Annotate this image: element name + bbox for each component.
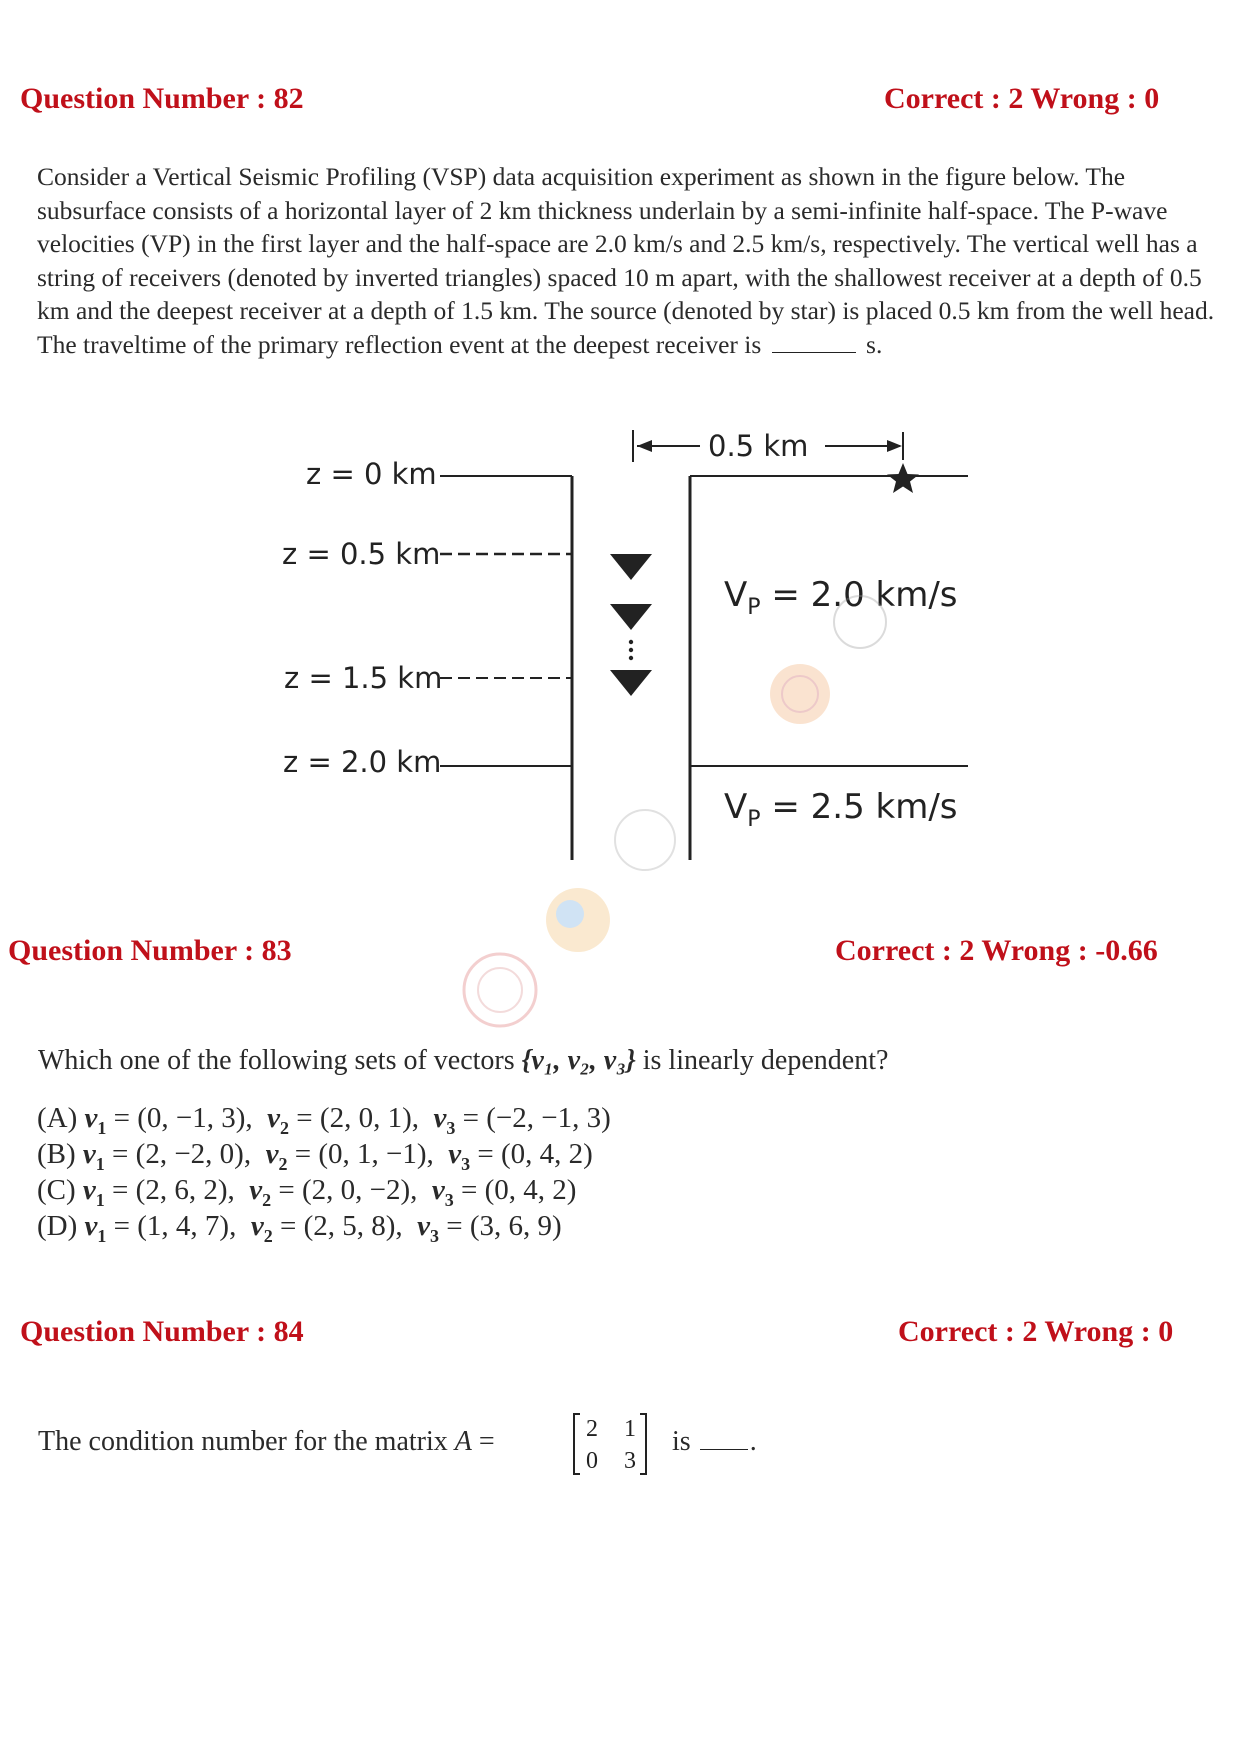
q84-is: is — [672, 1426, 691, 1457]
receiver-triangle-icon — [610, 670, 652, 696]
layer2-velocity: $V_P = 2.5$ km/s — [724, 787, 958, 832]
option-v2: (2, 0, −2), — [301, 1174, 418, 1206]
option-v1: (1, 4, 7), — [137, 1210, 237, 1242]
watermark-seal-icon — [460, 880, 660, 1050]
q83-marks: Correct : 2 Wrong : -0.66 — [835, 934, 1158, 967]
q83-option-a[interactable]: (A) $v_1 = (0$, −1, 3), $v_2 = (2$, 0, 1), $v_3 = (-2$, −1, 3) — [37, 1102, 611, 1138]
depth-label-1: z = 0.5 km — [282, 537, 441, 571]
q83-option-c[interactable]: (C) $v_1 = (2$, 6, 2), $v_2 = (2$, 0, −2), $v_3 = (0$, 4, 2) — [37, 1174, 577, 1210]
layer1-velocity: $V_P = 2.0$ km/s — [724, 575, 958, 620]
matrix-cell: 0 — [586, 1448, 598, 1474]
q84-equals: = — [471, 1426, 495, 1457]
q83-vector-set: {v₁, v₂, v₃} — [521, 1045, 636, 1076]
q84-stem-text: The condition number for the matrix — [38, 1426, 455, 1457]
q84-number: Question Number : 84 — [20, 1315, 304, 1348]
q84-stem-end — [672, 1425, 757, 1459]
vsp-figure — [0, 420, 1240, 880]
option-v3: (3, 6, 9) — [469, 1210, 562, 1242]
matrix-cell: 1 — [624, 1416, 636, 1442]
option-v3: (0, 4, 2) — [484, 1174, 577, 1206]
offset-label: 0.5 km — [708, 429, 809, 463]
option-label: (B) — [37, 1138, 76, 1170]
q84-stem — [38, 1425, 495, 1459]
q84-answer-blank — [700, 1431, 748, 1450]
q82-marks: Correct : 2 Wrong : 0 — [884, 82, 1160, 115]
q84-matrix-name: A — [454, 1426, 472, 1457]
q82-answer-blank — [772, 334, 856, 353]
q84-marks: Correct : 2 Wrong : 0 — [898, 1315, 1174, 1348]
source-star-icon — [887, 463, 919, 493]
q82-text-end: s. — [866, 329, 883, 359]
option-v1: (0, −1, 3), — [137, 1102, 253, 1134]
q83-option-d[interactable]: (D) $v_1 = (1$, 4, 7), $v_2 = (2$, 5, 8), $v_3 = (3$, 6, 9) — [37, 1210, 562, 1246]
option-v3: (−2, −1, 3) — [486, 1102, 611, 1134]
depth-label-3: z = 2.0 km — [283, 745, 442, 779]
receiver-triangle-icon — [610, 604, 652, 630]
option-label: (D) — [37, 1210, 78, 1242]
option-label: (A) — [37, 1102, 78, 1134]
q83-stem — [38, 1044, 888, 1078]
q82-question-text — [37, 160, 1222, 361]
depth-label-2: z = 1.5 km — [284, 661, 443, 695]
matrix-cell: 3 — [624, 1448, 636, 1474]
q83-stem-end: is linearly dependent? — [635, 1045, 889, 1076]
option-v2: (0, 1, −1), — [318, 1138, 434, 1170]
receiver-triangle-icon — [610, 554, 652, 580]
option-v3: (0, 4, 2) — [500, 1138, 593, 1170]
option-v1: (2, −2, 0), — [135, 1138, 252, 1170]
option-label: (C) — [37, 1174, 76, 1206]
q84-period: . — [749, 1426, 757, 1457]
depth-label-0: z = 0 km — [306, 457, 437, 491]
option-v2: (2, 5, 8), — [303, 1210, 403, 1242]
q82-number: Question Number : 82 — [20, 82, 304, 115]
matrix-cell: 2 — [586, 1416, 598, 1442]
option-v1: (2, 6, 2), — [135, 1174, 235, 1206]
q83-number: Question Number : 83 — [8, 934, 292, 967]
q83-option-b[interactable]: (B) $v_1 = (2$, −2, 0), $v_2 = (0$, 1, −1), $v_3 = (0$, 4, 2) — [37, 1138, 593, 1174]
q83-stem-text: Which one of the following sets of vectors — [38, 1045, 522, 1076]
option-v2: (2, 0, 1), — [319, 1102, 419, 1134]
receiver-dots-icon — [629, 640, 633, 660]
q82-text: Consider a Vertical Seismic Profiling (VSP) data acquisition experiment as shown in the figure below. The subsurface consists of a horizontal layer of 2 km thickness underlain by a semi-infinite half-space. The P-wave velocities (VP) in the first layer and the half-space are 2.0 km/s and 2.5 km/s, respectively. The vertical well has a string of receivers (denoted by inverted triangles) spaced 10 m apart, with the shallowest receiver at a depth of 0.5 km and the deepest receiver at a depth of 1.5 km. The source (denoted by star) is placed 0.5 km from the well head. The traveltime of the primary reflection event at the deepest receiver is — [37, 162, 1215, 359]
